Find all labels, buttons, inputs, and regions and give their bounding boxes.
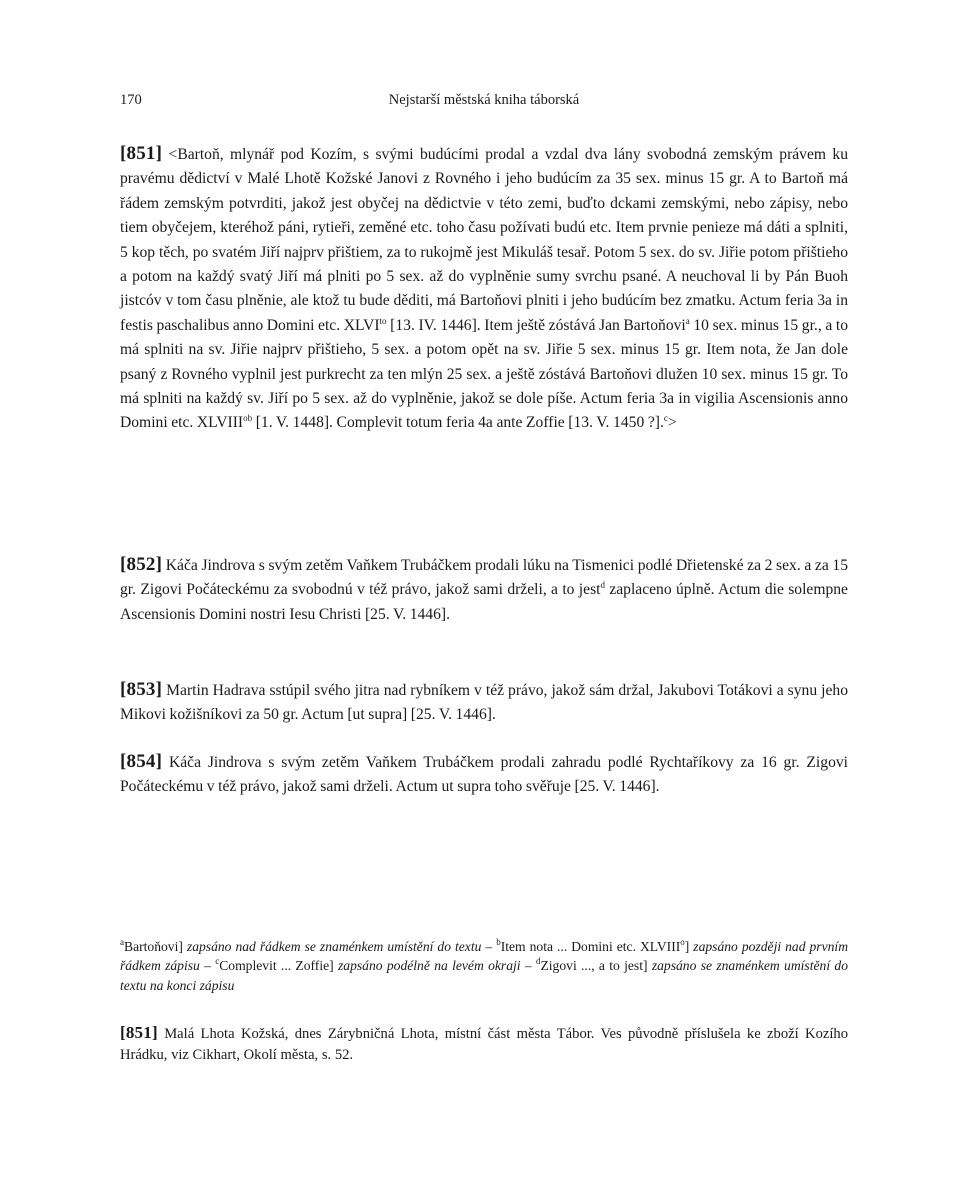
page-number: 170 bbox=[120, 92, 142, 108]
footnote-lemma: Zigovi ..., a to jest] bbox=[540, 958, 648, 974]
entry-852 bbox=[120, 553, 848, 627]
footnote-separator: – bbox=[481, 939, 497, 954]
footnote-marker: a bbox=[685, 315, 690, 326]
running-header bbox=[120, 92, 848, 116]
entry-text: Martin Hadrava sstúpil svého jitra nad rybníkem v též právo, jakož sám držal, Jakubovi Totákovi a synu jeho Mikovi kožišníkovi za 50 gr. Actum [ut supra] [25. V. 1446]. bbox=[120, 682, 848, 724]
footnote-lemma: Bartoňovi] bbox=[124, 939, 183, 954]
footnote-lemma-end: ] bbox=[684, 939, 690, 954]
lemma-superscript: o bbox=[680, 937, 685, 947]
footnote-marker: a bbox=[120, 937, 124, 947]
date-superscript: to bbox=[379, 315, 387, 326]
footnote-marker: d bbox=[600, 580, 605, 591]
commentary-851 bbox=[120, 1022, 848, 1066]
entry-number: [853] bbox=[120, 679, 163, 700]
footnote-lemma: Item nota ... Domini etc. XLVIII bbox=[500, 939, 681, 954]
footnote-note: zapsáno nad řádkem se znaménkem umístění do textu bbox=[182, 939, 482, 954]
footnotes bbox=[120, 937, 848, 995]
footnote-note: zapsáno podélně na levém okraji bbox=[333, 958, 521, 974]
entry-851 bbox=[120, 142, 848, 436]
entry-text: Káča Jindrova s svým zetěm Vaňkem Trubáčkem prodali lúku na Tismenici podlé Dřietenské za 2 sex. a za 15 gr. Zigovi Počáteckému za svobodnú v též právo, jakož sami drželi, a to jest bbox=[120, 557, 848, 599]
commentary-text: Malá Lhota Kožská, dnes Zárybničná Lhota, místní část města Tábor. Ves původně příslušela ke zboží Kozího Hrádku, viz Cikhart, Okolí města, s. 52. bbox=[120, 1026, 848, 1063]
running-title: Nejstarší městská kniha táborská bbox=[388, 92, 580, 108]
footnote-lemma: Complevit ... Zoffie] bbox=[219, 958, 334, 974]
entry-text: [13. IV. 1446]. Item ještě zóstává Jan Bartoňovi bbox=[386, 316, 686, 334]
date-superscript: ob bbox=[243, 413, 253, 424]
commentary-number: [851] bbox=[120, 1023, 158, 1042]
entry-text: [1. V. 1448]. Complevit totum feria 4a ante Zoffie [13. V. 1450 ?]. bbox=[252, 414, 664, 432]
entry-text: > bbox=[667, 414, 677, 432]
entry-number: [852] bbox=[120, 554, 163, 575]
footnote-note: zapsáno se znaménkem umístění do textu na konci zápisu bbox=[120, 958, 849, 993]
footnote-marker: d bbox=[535, 956, 541, 967]
entry-853 bbox=[120, 678, 848, 728]
footnote-note: zapsáno později nad prvním řádkem zápisu bbox=[120, 939, 849, 974]
footnote-separator: – bbox=[520, 958, 536, 974]
entry-number: [854] bbox=[120, 751, 163, 772]
entry-text: Káča Jindrova s svým zetěm Vaňkem Trubáčkem prodali zahradu podlé Rychtaříkovy za 16 gr. Zigovi Počáteckému v též právo, jakož sami drželi. Actum ut supra toho svěřuje [25. V. 1446]. bbox=[120, 754, 848, 796]
footnote-marker: c bbox=[215, 956, 220, 967]
footnote-separator: – bbox=[199, 958, 216, 974]
entry-text: <Bartoň, mlynář pod Kozím, s svými budúcími prodal a vzdal dva lány svobodná zemským právem ku pravému dědictví v Malé Lhotě Kožské Janovi z Rovného i jeho budúcím za 35 sex. minus 15 gr. A to Bartoň má řádem zemským potvrditi, jakož jest obyčej na dědictvie v této zemi, buďto dckami zemskými, nebo zápisy, nebo tiem obyčejem, kteréhož páni, rytieři, zeměné etc. toho času požívati budú etc. Item prvnie penieze má dáti a splniti, 5 kop těch, po svatém Jiří najprv přištiem, za to rukojmě jest Mikuláš tesař. Potom 5 sex. do sv. Jiřie potom přištieho a potom na každý svatý Jiří má plniti po 5 sex. až do vyplněnie sumy svrchu psané. A neuchoval li by Pán Buoh jistcóv v tom času plněnie, ale ktož tu bude děditi, má Bartoňovi plniti i jeho budúcím bez zmatku. Actum feria 3a in festis paschalibus anno Domini etc. XLVI bbox=[120, 146, 848, 334]
entry-text: zaplaceno úplně. Actum die solempne Ascensionis Domini nostri Iesu Christi [25. V. 1446]. bbox=[120, 581, 848, 623]
entry-854 bbox=[120, 750, 848, 800]
footnote-marker: c bbox=[663, 413, 668, 424]
entry-number: [851] bbox=[120, 143, 163, 164]
footnote-marker: b bbox=[496, 937, 501, 947]
entry-text: 10 sex. minus 15 gr., a to má splniti na sv. Jiřie najprv přištieho, 5 sex. a potom opět na sv. Jiřie 5 sex. minus 15 gr. Item nota, že Jan dole psaný z Rovného vyplnil jest purkrecht za ten mlýn 25 sex. a ještě zóstává Bartoňovi dlužen 10 sex. minus 15 gr. To má splniti na každý sv. Jiří po 5 sex. až do vyplněnie, jakož se dole píše. Actum feria 3a in vigilia Ascensionis anno Domini etc. XLVIII bbox=[120, 316, 848, 432]
